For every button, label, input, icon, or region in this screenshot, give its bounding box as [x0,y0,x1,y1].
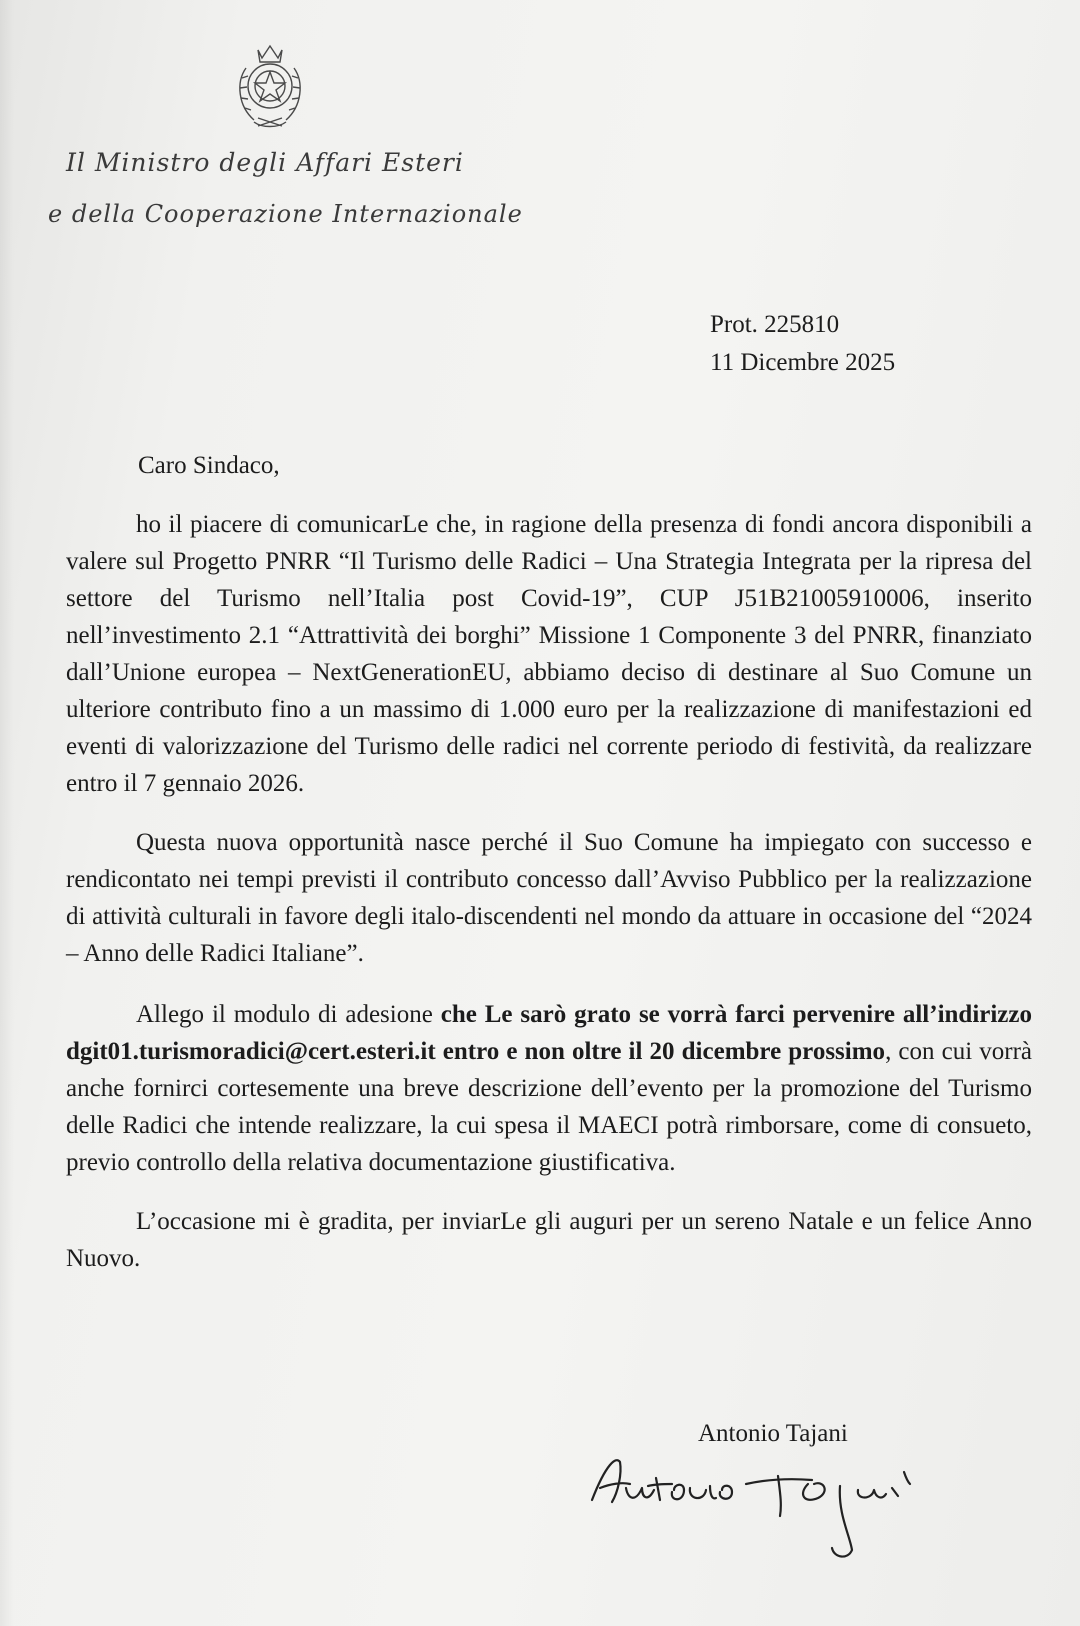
adhesion-lead-text: Allego il modulo di adesione [136,1001,441,1028]
salutation: Caro Sindaco, [138,452,280,479]
adhesion-deadline-bold: che Le sarò grato se vorrà farci pervenire all’indirizzo dgit01.turismoradici@cert.esteri.it entro e non oltre il 20 dicembre prossimo [66,1001,1033,1065]
letter-date: 11 Dicembre 2025 [710,349,896,376]
italian-republic-emblem-icon [228,42,312,132]
protocol-number: Prot. 225810 [710,311,840,338]
ministry-title-line2: e della Cooperazione Internazionale [48,200,523,228]
handwritten-signature [586,1454,986,1572]
paragraph-adhesion-form [66,996,1032,1181]
adhesion-tail-text: , con cui vorrà anche fornirci cortesemente una breve descrizione dell’evento per la promozione del Turismo delle Radici che intende realizzare, la cui spesa il MAECI potrà rimborsare, come di consueto, previo controllo della relativa documentazione giustificativa. [66,1038,1033,1176]
letter-body [66,506,1032,1301]
reference-block [710,306,895,382]
ministry-title-line1: Il Ministro degli Affari Esteri [66,148,464,177]
signer-name: Antonio Tajani [698,1420,848,1447]
paragraph-funding-announcement: ho il piacere di comunicarLe che, in ragione della presenza di fondi ancora disponibili a valere sul Progetto PNRR “Il Turismo delle Radici – Una Strategia Integrata per la ripresa del settore del Turismo nell’Italia post Covid-19”, CUP J51B21005910006, inserito nell’investimento 2.1 “Attrattività dei borghi” Missione 1 Componente 3 del PNRR, finanziato dall’Unione europea – NextGenerationEU, abbiamo deciso di destinare al Suo Comune un ulteriore contributo fino a un massimo di 1.000 euro per la realizzazione di manifestazioni ed eventi di valorizzazione del Turismo delle radici nel corrente periodo di festività, da realizzare entro il 7 gennaio 2026. [66,511,1032,797]
scan-edge-shadow [0,0,14,1626]
paragraph-greetings: L’occasione mi è gradita, per inviarLe gli auguri per un sereno Natale e un felice Anno Nuovo. [66,1208,1032,1272]
paragraph-opportunity-reason: Questa nuova opportunità nasce perché il Suo Comune ha impiegato con successo e rendicontato nei tempi previsti il contributo concesso dall’Avviso Pubblico per la realizzazione di attività culturali in favore degli italo-discendenti nel mondo da attuare in occasione del “2024 – Anno delle Radici Italiane”. [66,829,1032,967]
